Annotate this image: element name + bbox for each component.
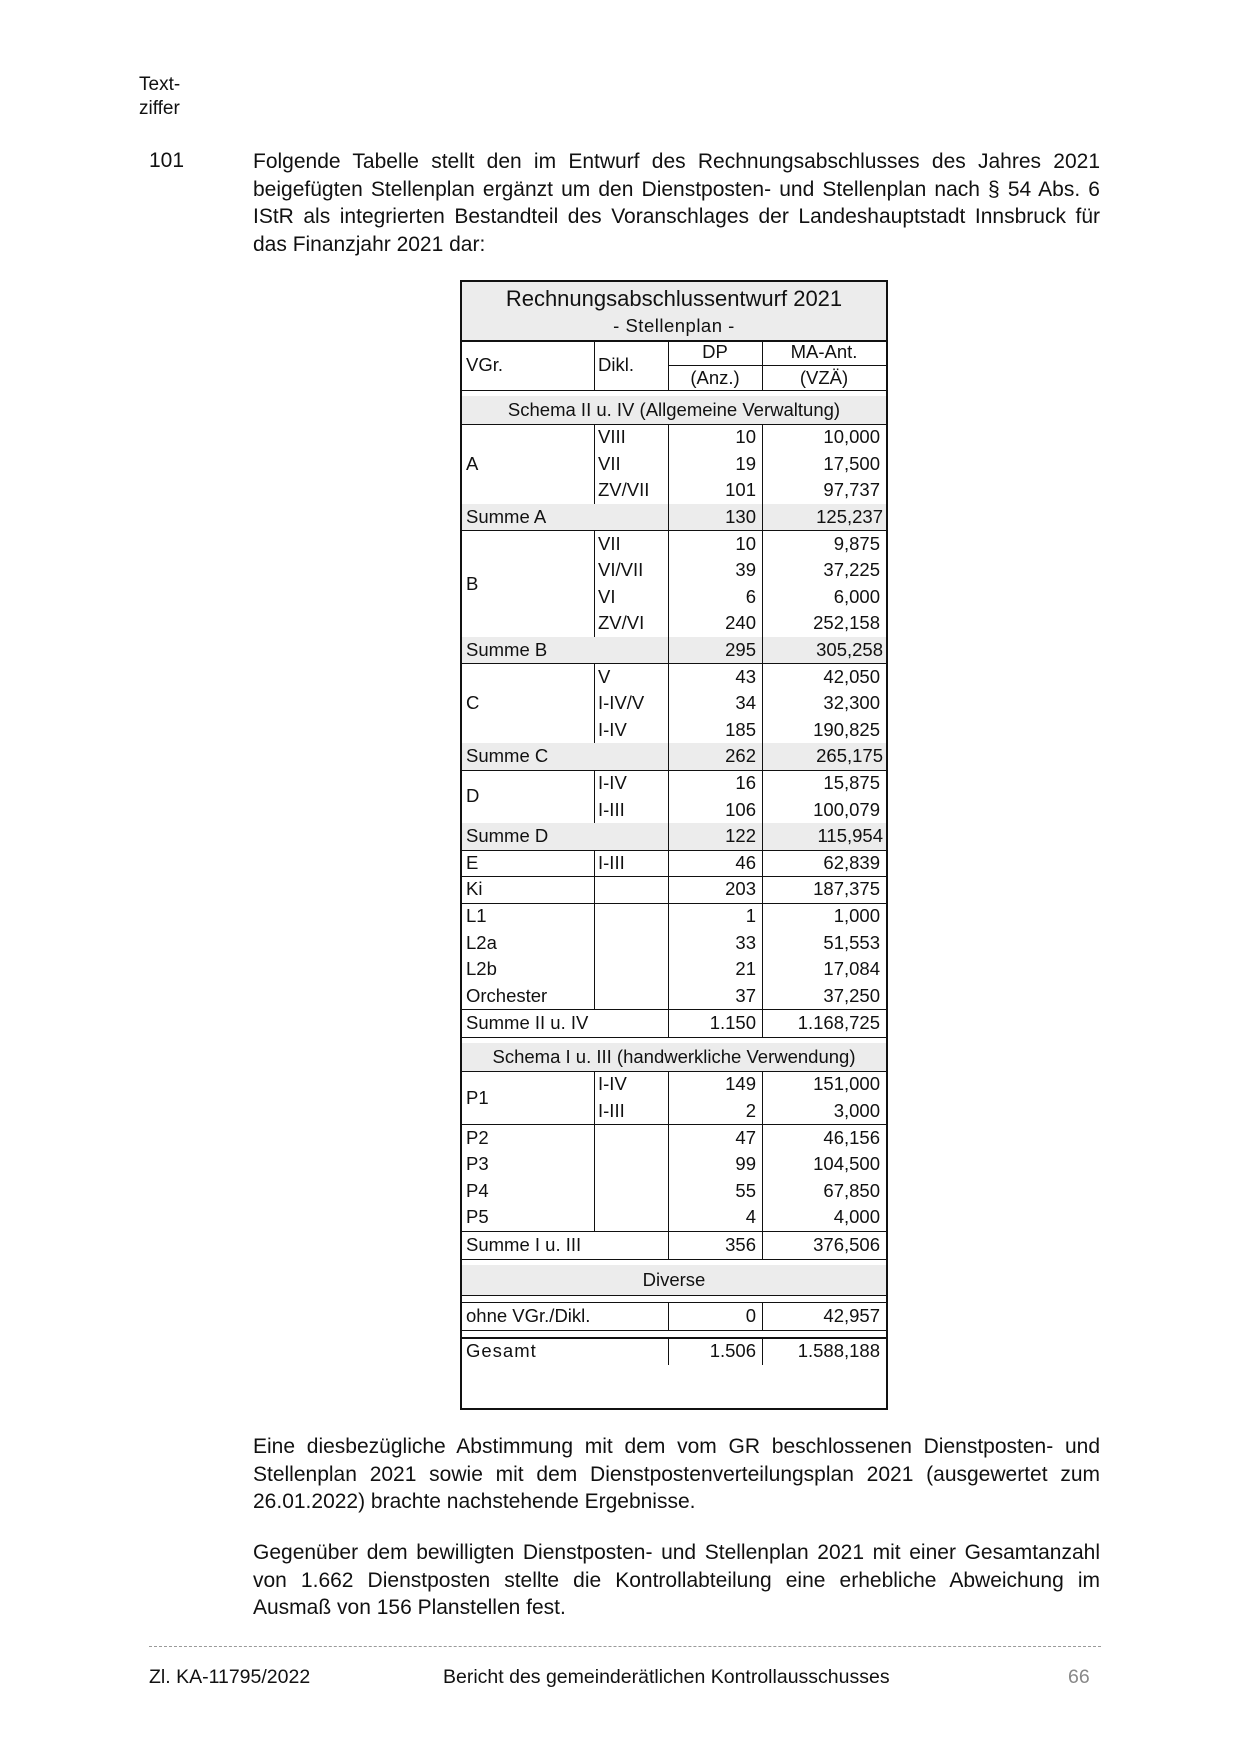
cell-dp: 6 — [745, 585, 756, 607]
column-divider — [668, 663, 669, 743]
table-row — [462, 1178, 886, 1205]
table-row — [462, 850, 886, 877]
column-divider — [668, 903, 669, 1009]
sum-dp: 295 — [725, 639, 756, 661]
cell-dp: 99 — [735, 1153, 756, 1175]
diverse-row-label: ohne VGr./Dikl. — [466, 1304, 591, 1326]
cell-vgr: Ki — [466, 878, 483, 900]
column-divider — [762, 340, 763, 390]
cell-dikl: VI/VII — [598, 559, 644, 581]
cell-ma: 17,084 — [823, 958, 880, 980]
column-divider — [762, 1009, 763, 1037]
column-divider — [594, 903, 595, 1009]
row-divider — [462, 390, 886, 391]
table-title: Rechnungsabschlussentwurf 2021 — [505, 286, 843, 311]
margin-label-line2: ziffer — [139, 98, 180, 119]
column-divider — [668, 1302, 669, 1330]
total-dp: 356 — [725, 1233, 756, 1255]
column-divider — [762, 1302, 763, 1330]
cell-dikl — [594, 1151, 668, 1178]
cell-dp: 10 — [735, 532, 756, 554]
cell-dikl: ZV/VII — [598, 479, 650, 501]
table-row — [462, 929, 886, 956]
section-total — [462, 1009, 886, 1037]
column-divider — [594, 850, 595, 877]
group-vgr-label: P1 — [466, 1086, 489, 1108]
column-divider — [668, 1231, 669, 1259]
cell-vgr: E — [466, 851, 479, 873]
column-divider — [668, 743, 669, 770]
group-vgr-label: B — [466, 572, 479, 594]
cell-ma: 4,000 — [833, 1206, 880, 1228]
cell-dikl: VII — [598, 452, 621, 474]
cell-dp: 43 — [735, 665, 756, 687]
cell-vgr: L2a — [466, 931, 497, 953]
header-dp: DP — [702, 341, 728, 362]
column-divider — [594, 424, 595, 504]
column-divider — [762, 903, 763, 1009]
cell-dp: 2 — [745, 1100, 756, 1122]
column-divider — [762, 1337, 763, 1365]
cell-dp: 4 — [745, 1206, 756, 1228]
column-divider — [762, 770, 763, 823]
cell-dp: 240 — [725, 612, 756, 634]
sum-dp: 130 — [725, 506, 756, 528]
table-row — [462, 717, 886, 744]
sum-ma: 115,954 — [817, 825, 883, 847]
cell-ma: 37,225 — [823, 559, 880, 581]
margin-label-line1: Text- — [139, 74, 181, 95]
column-divider — [668, 1009, 669, 1037]
column-divider — [762, 743, 763, 770]
cell-dp: 34 — [735, 692, 756, 714]
footer-divider — [149, 1646, 1101, 1647]
table-row — [462, 477, 886, 504]
column-divider — [594, 770, 595, 823]
column-divider — [762, 1071, 763, 1124]
table-subtitle: - Stellenplan - — [613, 315, 735, 336]
column-divider — [762, 1124, 763, 1230]
column-divider — [762, 530, 763, 636]
cell-ma: 37,250 — [823, 984, 880, 1006]
cell-dp: 33 — [735, 931, 756, 953]
cell-dikl: I-IV — [598, 718, 627, 740]
column-divider — [762, 663, 763, 743]
footer-reference: Zl. KA-11795/2022 — [149, 1666, 311, 1688]
sum-row — [462, 637, 886, 664]
column-divider — [668, 637, 669, 664]
paragraph-number: 101 — [149, 149, 185, 172]
column-divider — [762, 637, 763, 664]
column-divider — [668, 850, 669, 877]
cell-ma: 62,839 — [823, 851, 880, 873]
section-title — [462, 1043, 886, 1071]
cell-dp: 203 — [725, 878, 756, 900]
cell-ma: 252,158 — [813, 612, 880, 634]
column-divider — [762, 876, 763, 903]
table-row — [462, 530, 886, 557]
cell-dikl — [594, 903, 668, 930]
section-title-label: Schema I u. III (handwerkliche Verwendung) — [492, 1046, 856, 1068]
column-divider — [594, 340, 595, 390]
column-divider — [762, 424, 763, 504]
cell-ma: 187,375 — [813, 878, 880, 900]
cell-dikl: VII — [598, 532, 621, 554]
cell-vgr: P4 — [466, 1179, 489, 1201]
header-dikl: Dikl. — [598, 354, 634, 375]
cell-dikl: I-IV/V — [598, 692, 645, 714]
cell-ma: 10,000 — [823, 426, 880, 448]
column-divider — [668, 1337, 669, 1365]
cell-ma: 1,000 — [833, 905, 880, 927]
sum-row — [462, 743, 886, 770]
cell-dikl — [594, 1178, 668, 1205]
header-ma: MA-Ant. — [790, 341, 858, 362]
cell-ma: 67,850 — [823, 1179, 880, 1201]
header-subdivider — [668, 365, 886, 366]
column-divider — [668, 340, 669, 390]
row-divider — [462, 1037, 886, 1038]
cell-vgr: P5 — [466, 1206, 489, 1228]
column-divider — [594, 530, 595, 636]
column-divider — [762, 850, 763, 877]
table-row — [462, 1151, 886, 1178]
cell-dp: 55 — [735, 1179, 756, 1201]
cell-ma: 151,000 — [813, 1073, 880, 1095]
sum-ma: 265,175 — [816, 745, 883, 767]
diverse-label: Diverse — [642, 1268, 706, 1290]
cell-dikl: VI — [598, 585, 616, 607]
paragraph-abweichung: Gegenüber dem bewilligten Dienstposten- und Stellenplan 2021 mit einer Gesamtanzahl von 1.662 Dienstposten stellte die Kontrollabteilung eine erhebliche Abweichung im Ausmaß von 156 Planstellen fest. — [253, 1541, 1100, 1619]
total-dp: 1.150 — [709, 1012, 756, 1034]
group-vgr-label: C — [466, 692, 480, 714]
cell-dp: 106 — [725, 798, 756, 820]
table-row — [462, 451, 886, 478]
diverse-row — [462, 1302, 886, 1330]
section-total — [462, 1231, 886, 1259]
cell-ma: 17,500 — [823, 452, 880, 474]
table-row — [462, 1071, 886, 1098]
header-vgr: VGr. — [466, 354, 504, 375]
cell-dp: 47 — [735, 1126, 756, 1148]
table-row — [462, 1098, 886, 1125]
cell-dp: 19 — [735, 452, 756, 474]
cell-ma: 97,737 — [823, 479, 880, 501]
cell-vgr: Orchester — [466, 984, 548, 1006]
cell-dikl: ZV/VI — [598, 612, 645, 634]
diverse-dp: 0 — [745, 1304, 756, 1326]
cell-dp: 149 — [725, 1073, 756, 1095]
cell-ma: 15,875 — [823, 772, 880, 794]
column-divider — [668, 504, 669, 531]
cell-vgr: L1 — [466, 905, 487, 927]
cell-dikl: I-III — [598, 1100, 625, 1122]
stellenplan-table — [460, 280, 888, 1410]
table-row — [462, 796, 886, 823]
gesamt-row — [462, 1337, 886, 1365]
cell-dikl — [594, 956, 668, 983]
group-vgr-label: A — [466, 452, 479, 474]
cell-dikl: V — [598, 665, 611, 687]
column-divider — [594, 663, 595, 743]
page-number: 66 — [1068, 1666, 1090, 1688]
cell-dp: 21 — [735, 958, 756, 980]
column-divider — [668, 823, 669, 850]
table-row — [462, 1204, 886, 1231]
sum-dp: 122 — [725, 825, 756, 847]
intro-paragraph: Folgende Tabelle stellt den im Entwurf des Rechnungsabschlusses des Jahres 2021 beigefügten Stellenplan ergänzt um den Dienstposten- und Stellenplan nach § 54 Abs. 6 IStR als integrierten Bestandteil des Voranschlages der Landeshauptstadt Innsbruck für das Finanzjahr 2021 dar: — [253, 150, 1100, 256]
table-row — [462, 1124, 886, 1151]
cell-ma: 42,050 — [823, 665, 880, 687]
paragraph-abstimmung: Eine diesbezügliche Abstimmung mit dem vom GR beschlossenen Dienstposten- und Stellenplan 2021 sowie mit dem Dienstpostenverteilungsplan 2021 (ausgewertet zum 26.01.2022) brachte nachstehende Ergebnisse. — [253, 1435, 1100, 1513]
cell-ma: 6,000 — [833, 585, 880, 607]
column-divider — [668, 770, 669, 823]
column-divider — [594, 876, 595, 903]
cell-vgr: P2 — [466, 1126, 489, 1148]
header-ma-sub: (VZÄ) — [799, 366, 849, 388]
footer-report-title: Bericht des gemeinderätlichen Kontrollausschusses — [443, 1666, 890, 1688]
cell-ma: 32,300 — [823, 692, 880, 714]
cell-vgr: P3 — [466, 1153, 489, 1175]
column-divider — [762, 504, 763, 531]
cell-ma: 100,079 — [813, 798, 880, 820]
column-divider — [668, 1124, 669, 1230]
gesamt-dp: 1.506 — [709, 1339, 756, 1361]
total-ma: 376,506 — [813, 1233, 880, 1255]
cell-dikl: VIII — [598, 426, 626, 448]
cell-ma: 46,156 — [823, 1126, 880, 1148]
table-row — [462, 770, 886, 797]
row-divider — [462, 1330, 886, 1331]
header-dp-sub: (Anz.) — [690, 366, 740, 388]
cell-dikl — [594, 876, 668, 903]
section-title-label: Schema II u. IV (Allgemeine Verwaltung) — [507, 399, 841, 420]
diverse-title — [462, 1265, 886, 1295]
table-row — [462, 876, 886, 903]
total-label: Summe I u. III — [466, 1233, 582, 1255]
column-divider — [668, 876, 669, 903]
cell-dp: 39 — [735, 559, 756, 581]
sum-ma: 305,258 — [816, 639, 883, 661]
column-divider — [594, 1124, 595, 1230]
cell-dp: 1 — [745, 905, 756, 927]
cell-ma: 51,553 — [823, 931, 880, 953]
total-label: Summe II u. IV — [466, 1012, 589, 1034]
sum-ma: 125,237 — [816, 506, 883, 528]
table-row — [462, 983, 886, 1010]
sum-row — [462, 504, 886, 531]
gesamt-label: Gesamt — [466, 1339, 537, 1361]
column-divider — [668, 424, 669, 504]
column-divider — [594, 1071, 595, 1124]
cell-ma: 104,500 — [813, 1153, 880, 1175]
cell-dikl: I-IV — [598, 772, 627, 794]
cell-dikl — [594, 929, 668, 956]
table-row — [462, 584, 886, 611]
total-ma: 1.168,725 — [797, 1012, 880, 1034]
row-divider — [462, 1259, 886, 1260]
cell-dp: 101 — [725, 479, 756, 501]
cell-dp: 185 — [725, 718, 756, 740]
cell-dikl — [594, 983, 668, 1010]
cell-ma: 9,875 — [833, 532, 880, 554]
cell-ma: 190,825 — [813, 718, 880, 740]
cell-ma: 3,000 — [833, 1100, 880, 1122]
sum-label: Summe D — [466, 825, 549, 847]
table-title-block — [462, 282, 886, 340]
table-row — [462, 690, 886, 717]
column-divider — [668, 530, 669, 636]
margin-label — [139, 73, 180, 121]
gesamt-ma: 1.588,188 — [797, 1339, 880, 1361]
cell-vgr: L2b — [466, 958, 497, 980]
cell-dp: 46 — [735, 851, 756, 873]
column-divider — [762, 1231, 763, 1259]
diverse-ma: 42,957 — [823, 1304, 880, 1326]
sum-dp: 262 — [725, 745, 756, 767]
sum-label: Summe B — [466, 639, 548, 661]
column-divider — [668, 1071, 669, 1124]
section-title — [462, 396, 886, 424]
column-divider — [762, 823, 763, 850]
cell-dikl: I-III — [598, 798, 625, 820]
table-row — [462, 956, 886, 983]
cell-dp: 37 — [735, 984, 756, 1006]
table-row — [462, 424, 886, 451]
sum-row — [462, 823, 886, 850]
cell-dikl — [594, 1124, 668, 1151]
row-divider — [462, 1295, 886, 1296]
table-row — [462, 903, 886, 930]
table-row — [462, 610, 886, 637]
group-vgr-label: D — [466, 785, 480, 807]
sum-label: Summe A — [466, 506, 547, 528]
cell-dp: 16 — [735, 772, 756, 794]
sum-label: Summe C — [466, 745, 549, 767]
cell-dikl: I-III — [598, 851, 625, 873]
table-row — [462, 557, 886, 584]
table-row — [462, 663, 886, 690]
cell-dikl — [594, 1204, 668, 1231]
cell-dikl: I-IV — [598, 1073, 627, 1095]
cell-dp: 10 — [735, 426, 756, 448]
